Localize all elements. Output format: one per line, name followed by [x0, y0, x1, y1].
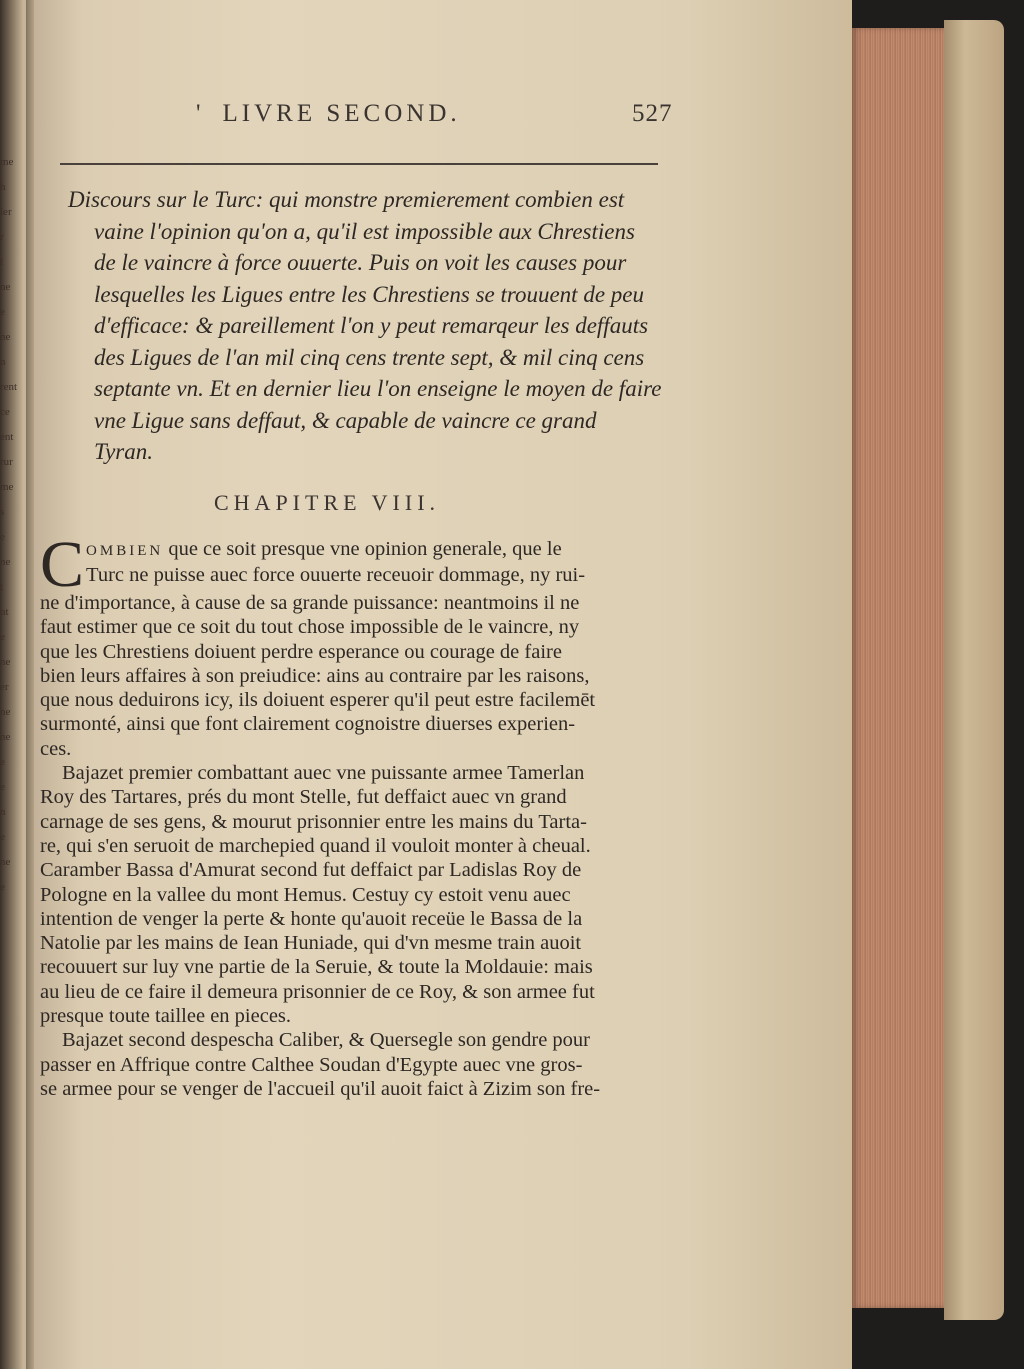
body-line: faut estimer que ce soit du tout chose impossible de le vaincre, ny [40, 616, 580, 639]
margin-fragment: ce [0, 406, 10, 418]
margin-fragment: s [0, 506, 5, 518]
body-line: Turc ne puisse auec force ouuerte receuoir dommage, ny rui- [86, 564, 586, 587]
facing-page-edge [0, 0, 34, 1369]
margin-fragment: ent [0, 431, 14, 443]
body-line: carnage de ses gens, & mourut prisonnier entre les mains du Tarta- [40, 810, 587, 833]
page-number: 527 [632, 100, 673, 127]
margin-fragment: t [0, 581, 4, 593]
margin-fragment: er [0, 681, 9, 693]
body-line: surmonté, ainsi que font clairement cognoistre diuerses experien- [40, 713, 576, 736]
facing-page-text-fragments [0, 150, 30, 900]
summary-line: de le vaincre à force ouuerte. Puis on voit les causes pour [94, 250, 627, 275]
margin-fragment: rent [0, 381, 18, 393]
page-block-edges [852, 28, 944, 1308]
summary-line: vaine l'opinion qu'on a, qu'il est impossible aux Chrestiens [94, 218, 635, 244]
body-line: au lieu de ce faire il demeura prisonnier de ce Roy, & son armee fut [40, 980, 595, 1003]
body-line: ne d'importance, à cause de sa grande puissance: neantmoins il ne [40, 592, 580, 614]
header-rule [60, 163, 658, 165]
body-line: Roy des Tartares, prés du mont Stelle, fut deffaict auec vn grand [40, 786, 567, 809]
body-line: Caramber Bassa d'Amurat second fut deffaict par Ladislas Roy de [40, 859, 582, 882]
body-line: intention de venger la perte & honte qu'auoit receüe le Bassa de la [40, 907, 583, 930]
chapter-summary [68, 184, 668, 468]
margin-fragment: e [0, 831, 5, 843]
margin-fragment: n [0, 356, 6, 368]
opening-line-rest: que ce soit presque vne opinion generale, que le [163, 538, 562, 560]
margin-fragment: ne [0, 556, 11, 568]
margin-fragment: e [0, 306, 5, 318]
body-line: ces. [40, 737, 72, 760]
body-line: passer en Affrique contre Calthee Soudan d'Egypte auec vne gros- [40, 1053, 583, 1076]
body-line: que les Chrestiens doiuent perdre esperance ou courage de faire [40, 640, 562, 663]
running-head-marker: ' [196, 100, 205, 127]
margin-fragment: ne [0, 856, 11, 868]
body-line [40, 537, 676, 563]
margin-fragment: n [0, 806, 6, 818]
summary-line: Tyran. [94, 439, 153, 464]
margin-fragment: h [0, 181, 6, 193]
summary-line: vne Ligue sans deffaut, & capable de vaincre ce grand [94, 407, 597, 433]
chapter-heading: CHAPITRE VIII. [214, 490, 441, 515]
margin-fragment: nt [0, 606, 9, 618]
margin-fragment: me [0, 156, 14, 168]
running-head-title: LIVRE SECOND. [222, 100, 461, 127]
margin-fragment: t [0, 256, 4, 268]
margin-fragment: e [0, 531, 5, 543]
margin-fragment: me [0, 481, 14, 493]
summary-line: des Ligues de l'an mil cinq cens trente sept, & mil cinq cens [94, 344, 645, 370]
body-text [40, 528, 676, 1101]
margin-fragment: e [0, 756, 5, 768]
body-line: Bajazet second despescha Caliber, & Quersegle son gendre pour [62, 1029, 591, 1052]
running-head [196, 100, 656, 128]
margin-fragment: ne [0, 656, 11, 668]
body-line: Natolie par les mains de Iean Huniade, qui d'vn mesme train auoit [40, 932, 582, 955]
body-line: recouuert sur luy vne partie de la Seruie, & toute la Moldauie: mais [40, 956, 593, 979]
body-line: se armee pour se venger de l'accueil qu'il auoit faict à Zizim son fre- [40, 1077, 601, 1100]
body-line: re, qui s'en seruoit de marchepied quand il vouloit monter à cheual. [40, 834, 591, 857]
margin-fragment: r [0, 231, 4, 243]
summary-line: lesquelles les Ligues entre les Chrestiens se trouuent de peu [94, 281, 644, 307]
margin-fragment: e [0, 631, 5, 643]
drop-capital: C [40, 528, 85, 601]
summary-line: septante vn. Et en dernier lieu l'on enseigne le moyen de faire [94, 376, 662, 401]
margin-fragment: ier [0, 206, 12, 218]
body-line: presque toute taillee en pieces. [40, 1005, 292, 1028]
margin-fragment: ne [0, 706, 11, 718]
body-line: que nous deduirons icy, ils doiuent esperer qu'il peut estre facilemēt [40, 689, 596, 712]
book-cover-edge [944, 20, 1004, 1320]
summary-line: d'efficace: & pareillement l'on y peut remarqeur les deffauts [94, 313, 649, 338]
margin-fragment: e [0, 881, 5, 893]
margin-fragment: rur [0, 456, 13, 468]
margin-fragment: ne [0, 331, 11, 343]
margin-fragment: ne [0, 281, 11, 293]
summary-line: Discours sur le Turc: qui monstre premierement combien est [68, 187, 625, 212]
margin-fragment: ne [0, 731, 11, 743]
body-line: bien leurs affaires à son preiudice: ains au contraire par les raisons, [40, 664, 590, 687]
body-line: Pologne en la vallee du mont Hemus. Cestuy cy estoit venu auec [40, 883, 571, 906]
body-line: Bajazet premier combattant auec vne puissante armee Tamerlan [62, 762, 585, 785]
margin-fragment: e [0, 781, 5, 793]
opening-word: OMBIEN [86, 543, 164, 559]
